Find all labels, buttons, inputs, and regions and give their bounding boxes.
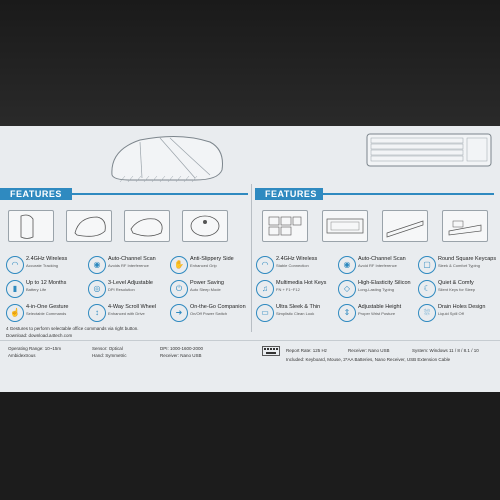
left-feature-5: ◎ 3-Level Adjustable DPI Resolution bbox=[88, 280, 168, 300]
right-feature-4: ♫ Multimedia Hot Keys FN + F1~F12 bbox=[256, 280, 336, 300]
battery-icon: ▮ bbox=[6, 280, 24, 298]
right-feature-5: ◇ High-Elasticity Silicon Long-Lasting Typing bbox=[338, 280, 418, 300]
keycap-icon: ▢ bbox=[418, 256, 436, 274]
keyboard-spec-icon bbox=[262, 346, 280, 356]
keyboard-side-icon bbox=[442, 210, 488, 242]
dpi-icon: ◎ bbox=[88, 280, 106, 298]
spec-system: System: Windows 11 / 8 / 8.1 / 10 bbox=[412, 348, 479, 353]
sleek-icon: ▭ bbox=[256, 304, 274, 322]
spec-keyboard-receiver: Receiver: Nano USB bbox=[348, 348, 390, 353]
mouse-angle-icon bbox=[124, 210, 170, 242]
right-features-heading: FEATURES bbox=[255, 188, 323, 200]
channel-icon: ◉ bbox=[88, 256, 106, 274]
left-feature-6: ⏻ Power Saving Auto Sleep Mode bbox=[170, 280, 250, 300]
gesture-icon: ☝ bbox=[6, 304, 24, 322]
right-feature-8: ⇕ Adjustable Height Proper Wrist Posture bbox=[338, 304, 418, 324]
right-feature-1: ◠ 2.4GHz Wireless Stable Connection bbox=[256, 256, 336, 276]
left-feature-2: ◉ Auto-Channel Scan Avoids RF Interference bbox=[88, 256, 168, 276]
spec-separator bbox=[0, 340, 500, 341]
spec-ambidextrous: Ambidextrous bbox=[8, 353, 36, 358]
wireless-icon: ◠ bbox=[6, 256, 24, 274]
grip-icon: ✋ bbox=[170, 256, 188, 274]
keyboard-keys-icon bbox=[262, 210, 308, 242]
right-feature-7: ▭ Ultra Sleek & Thin Simplistic Clean Look bbox=[256, 304, 336, 324]
mouse-illustration bbox=[100, 130, 230, 185]
spec-hand: Hand: Symmetric bbox=[92, 353, 127, 358]
power-icon: ⏻ bbox=[170, 280, 188, 298]
download-note: Download: download.a4tech.com bbox=[6, 333, 73, 338]
drain-icon: ⛆ bbox=[418, 304, 436, 322]
side-view-mouse-icon bbox=[8, 210, 54, 242]
right-heading-rule bbox=[322, 193, 494, 195]
right-feature-9: ⛆ Drain Holes Design Liquid Spill Off bbox=[418, 304, 498, 324]
quiet-icon: ☾ bbox=[418, 280, 436, 298]
left-feature-3: ✋ Anti-Slippery Side Enhanced Grip bbox=[170, 256, 250, 276]
height-icon: ⇕ bbox=[338, 304, 356, 322]
channel-icon: ◉ bbox=[338, 256, 356, 274]
spec-operating-range: Operating Range: 10~15m bbox=[8, 346, 62, 351]
spec-report-rate: Report Rate: 125 Hz bbox=[286, 348, 328, 353]
bottom-background bbox=[0, 392, 500, 500]
left-feature-9: ➜ On-the-Go Companion On/Off Power Switch bbox=[170, 304, 250, 324]
spec-sensor: Sensor: Optical bbox=[92, 346, 123, 351]
keyboard-top-icon bbox=[322, 210, 368, 242]
go-icon: ➜ bbox=[170, 304, 188, 322]
left-feature-4: ▮ Up to 12 Months Battery Life bbox=[6, 280, 86, 300]
right-feature-3: ▢ Round Square Keycaps Sleek & Comfort Typing bbox=[418, 256, 498, 276]
left-feature-1: ◠ 2.4GHz Wireless Accurate Tracking bbox=[6, 256, 86, 276]
mouse-top-icon bbox=[66, 210, 112, 242]
column-divider bbox=[251, 184, 252, 332]
gesture-note: 4 Gestures to perform selectable office commands via right button. bbox=[6, 326, 139, 331]
left-features-heading: FEATURES bbox=[0, 188, 72, 200]
spec-dpi: DPI: 1000-1600-2000 bbox=[160, 346, 204, 351]
multimedia-icon: ♫ bbox=[256, 280, 274, 298]
keyboard-angle-icon bbox=[382, 210, 428, 242]
keyboard-illustration bbox=[365, 130, 493, 170]
left-feature-7: ☝ 4-in-One Gesture Selectable Commands bbox=[6, 304, 86, 324]
top-background bbox=[0, 0, 500, 128]
silent-icon: ◇ bbox=[338, 280, 356, 298]
wireless-icon: ◠ bbox=[256, 256, 274, 274]
package-contents: Included: Keyboard, Mouse, 2*AA Batteries, Nano Receiver, USB Extension Cable bbox=[286, 357, 451, 362]
right-feature-6: ☾ Quiet & Comfy Silent Keys for Sleep bbox=[418, 280, 498, 300]
left-feature-8: ↕ 4-Way Scroll Wheel Enhanced with Drive bbox=[88, 304, 168, 324]
spec-receiver: Receiver: Nano USB bbox=[160, 353, 202, 358]
left-heading-rule bbox=[72, 193, 248, 195]
wheel-icon: ↕ bbox=[88, 304, 106, 322]
mouse-bottom-icon bbox=[182, 210, 228, 242]
right-feature-2: ◉ Auto-Channel Scan Avoid RF Interference bbox=[338, 256, 418, 276]
